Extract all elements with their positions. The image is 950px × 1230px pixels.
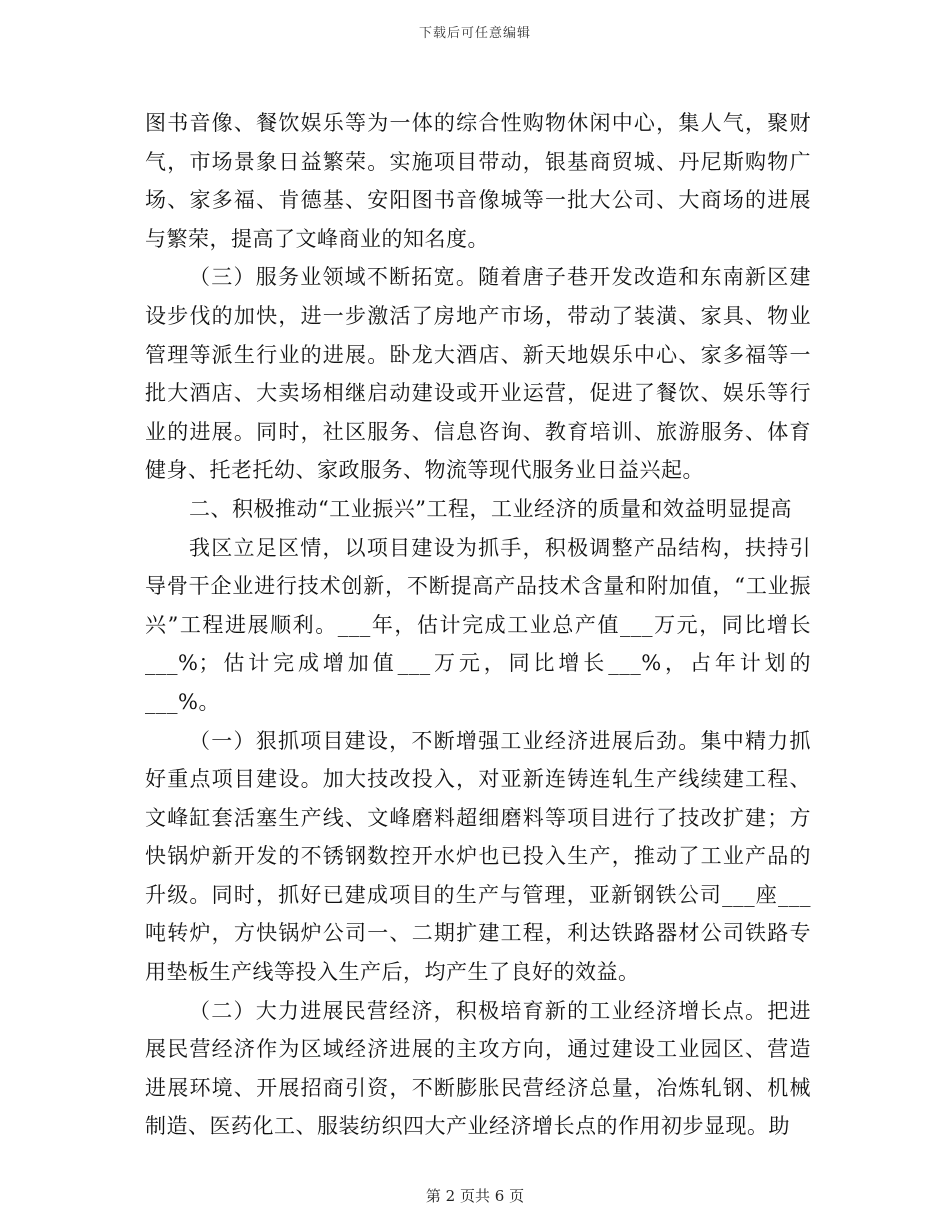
paragraph-5: （二）大力进展民营经济，积极培育新的工业经济增长点。把进展民营经济作为区域经济进展的主攻方向，通过建设工业园区、营造进展环境、开展招商引资，不断膨胀民营经济总量，冶炼轧钢、机械制造、医药化工、服装纺织四大产业经济增长点的作用初步显现。助 bbox=[145, 998, 811, 1139]
paragraph-4: （一）狠抓项目建设，不断增强工业经济进展后劲。集中精力抓好重点项目建设。加大技改投入，对亚新连铸连轧生产线续建工程、文峰缸套活塞生产线、文峰磨料超细磨料等项目进行了技改扩建；方快锅炉新开发的不锈钢数控开水炉也已投入生产，推动了工业产品的升级。同时，抓好已建成项目的生产与管理，亚新钢铁公司___座___吨转炉，方快锅炉公司一、二期扩建工程，利达铁路器材公司铁路专用垫板生产线等投入生产后，均产生了良好的效益。 bbox=[145, 728, 811, 985]
paragraph-1: 图书音像、餐饮娱乐等为一体的综合性购物休闲中心，集人气，聚财气，市场景象日益繁荣。实施项目带动，银基商贸城、丹尼斯购物广场、家多福、肯德基、安阳图书音像城等一批大公司、大商场的进展与繁荣，提高了文峰商业的知名度。 bbox=[145, 111, 811, 251]
document-body bbox=[145, 104, 811, 1146]
page-footer: 第 2 页共 6 页 bbox=[425, 1187, 525, 1205]
section-heading: 二、积极推动“工业振兴”工程，工业经济的质量和效益明显提高 bbox=[189, 496, 792, 521]
page-header: 下载后可任意编辑 bbox=[418, 26, 531, 41]
paragraph-2: （三）服务业领域不断拓宽。随着唐子巷开发改造和东南新区建设步伐的加快，进一步激活了房地产市场，带动了装潢、家具、物业管理等派生行业的进展。卧龙大酒店、新天地娱乐中心、家多福等一批大酒店、大卖场相继启动建设或开业运营，促进了餐饮、娱乐等行业的进展。同时，社区服务、信息咨询、教育培训、旅游服务、体育健身、托老托幼、家政服务、物流等现代服务业日益兴起。 bbox=[145, 265, 811, 483]
paragraph-3: 我区立足区情，以项目建设为抓手，积极调整产品结构，扶持引导骨干企业进行技术创新，不断提高产品技术含量和附加值，“工业振兴”工程进展顺利。___年，估计完成工业总产值___万元，同比增长___%；估计完成增加值___万元，同比增长___%，占年计划的___%。 bbox=[145, 535, 812, 714]
